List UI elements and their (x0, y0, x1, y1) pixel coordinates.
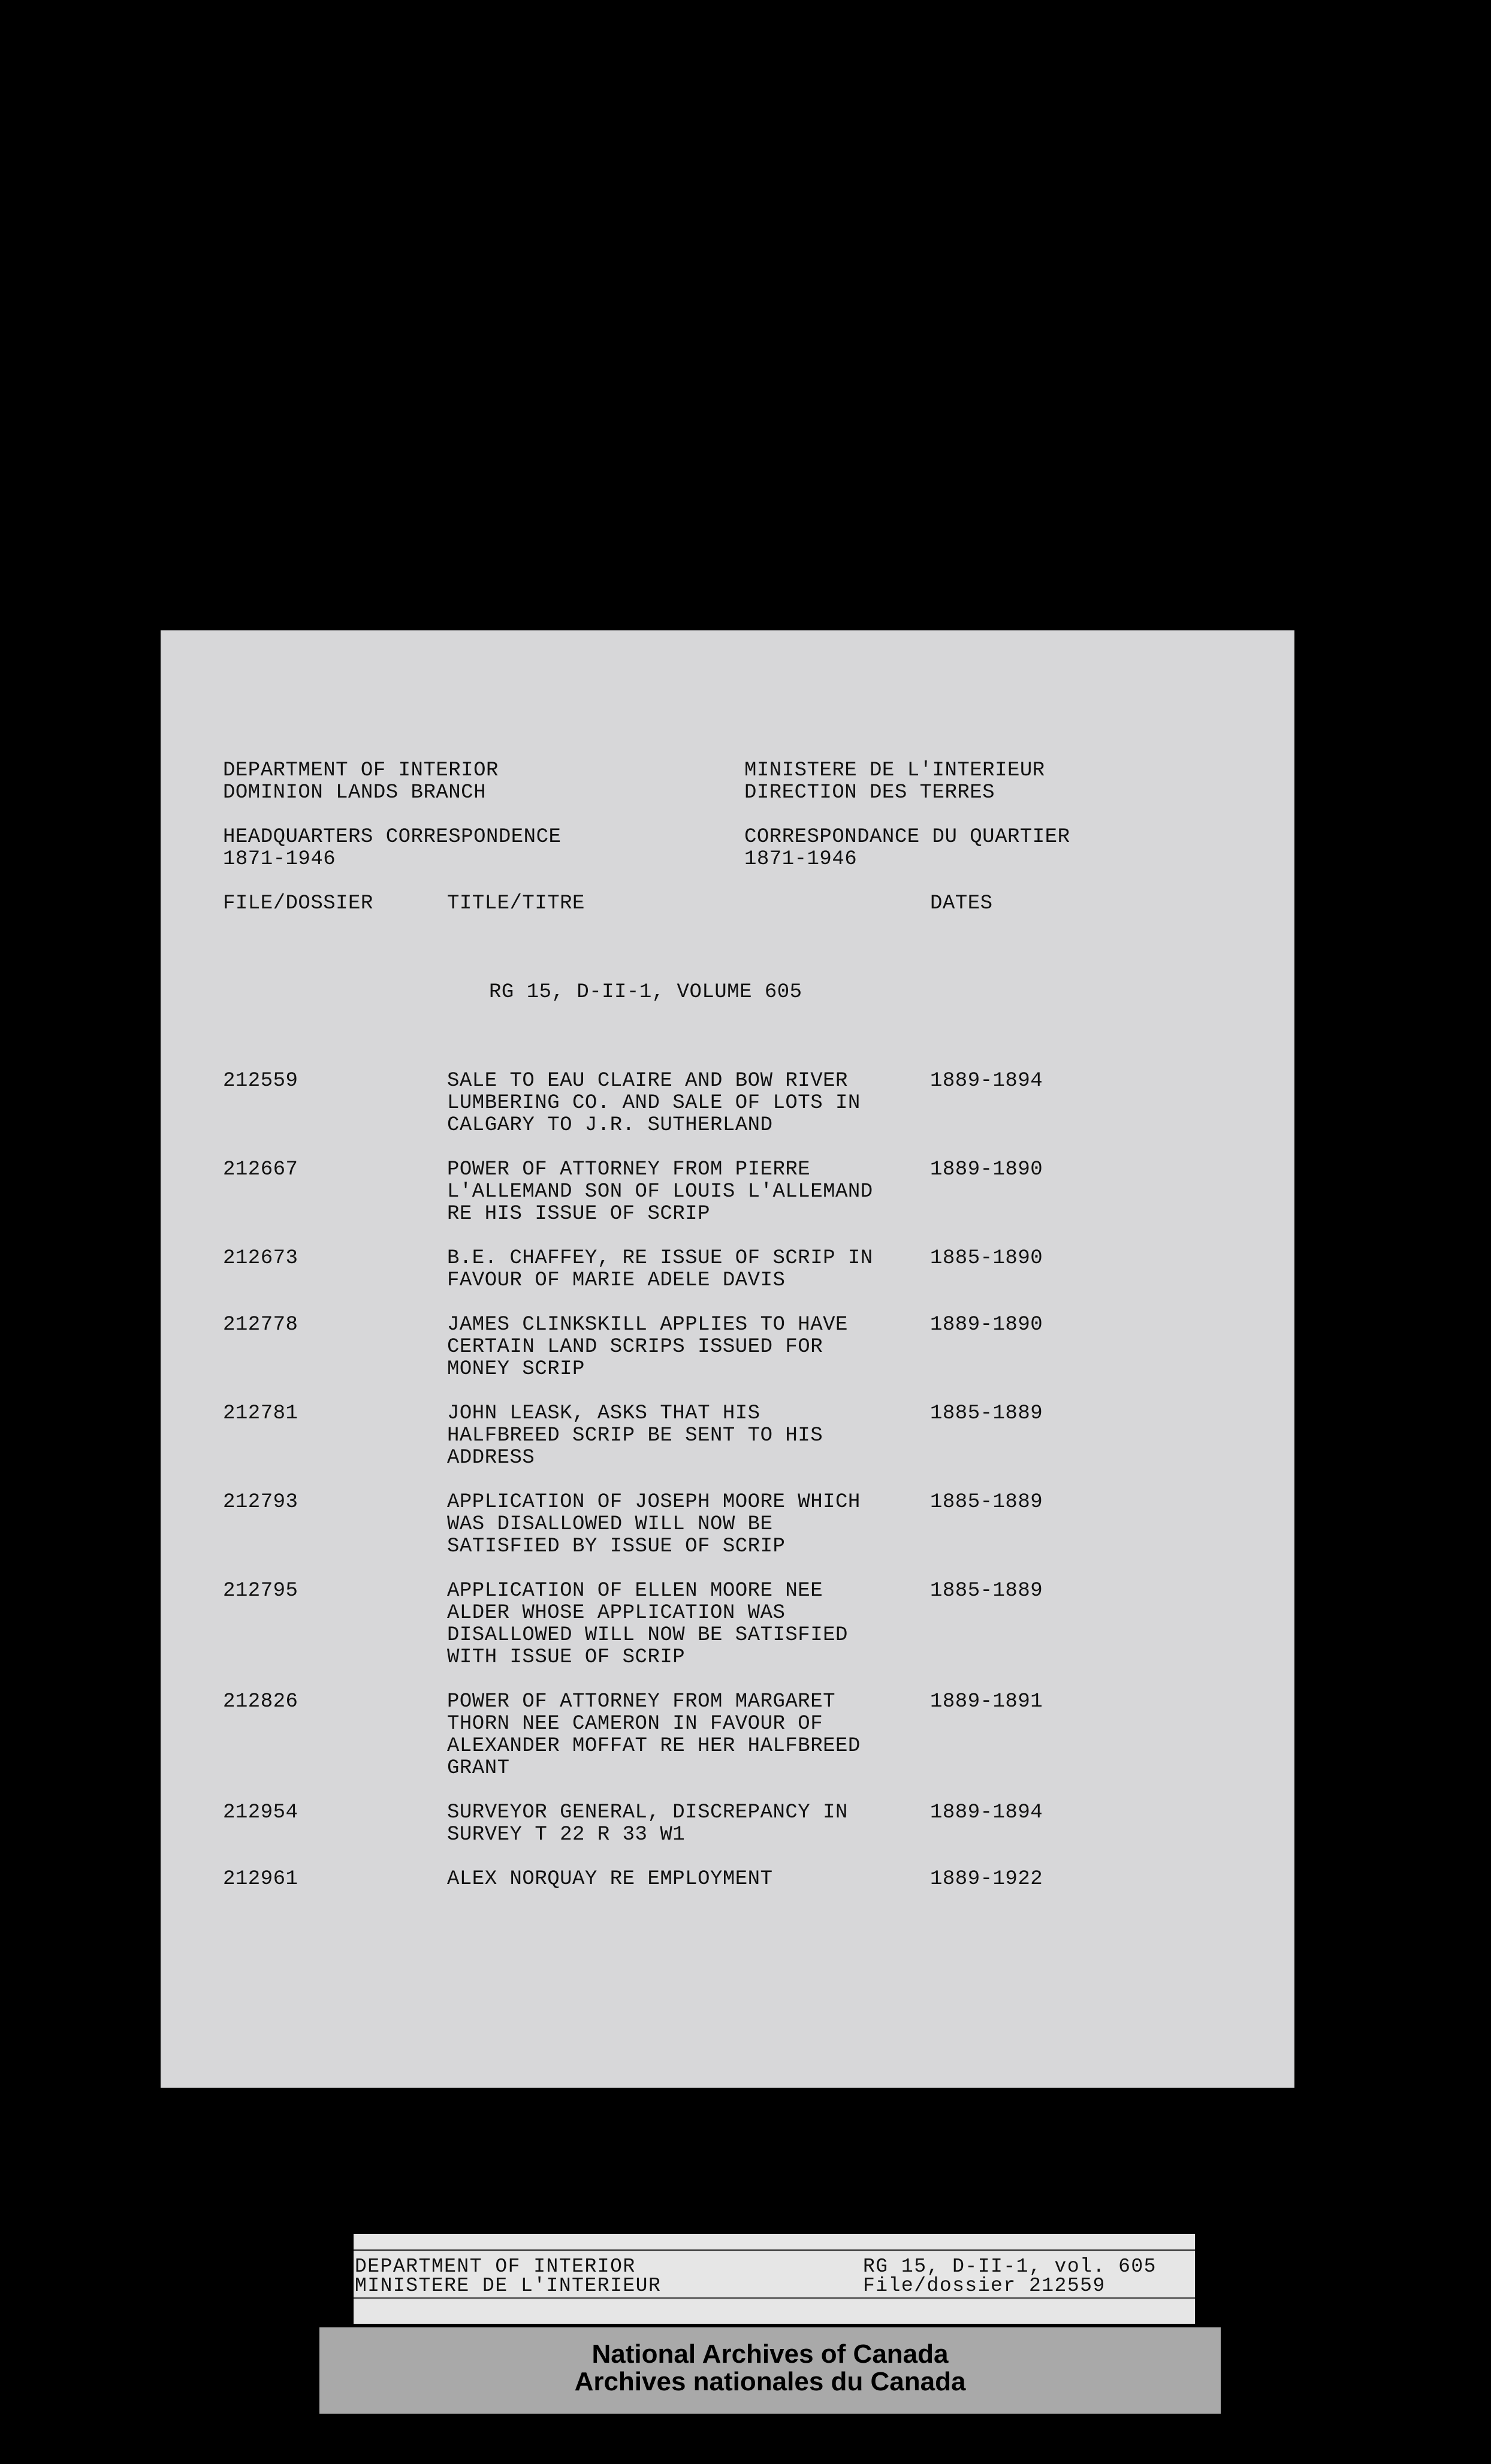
file-number: 212559 (223, 1070, 298, 1092)
entry-dates: 1889-1891 (930, 1690, 1043, 1713)
file-number: 212781 (223, 1402, 298, 1425)
entry-title: JOHN LEASK, ASKS THAT HIS HALFBREED SCRIP BE SENT TO HIS ADDRESS (447, 1402, 823, 1469)
file-marker-arrow (161, 1056, 205, 1097)
label-divider (354, 2249, 1195, 2251)
entry-title: JAMES CLINKSKILL APPLIES TO HAVE CERTAIN LAND SCRIPS ISSUED FOR MONEY SCRIP (447, 1313, 848, 1381)
entry-title: SALE TO EAU CLAIRE AND BOW RIVER LUMBERING CO. AND SALE OF LOTS IN CALGARY TO J.R. SUTHERLAND (447, 1070, 861, 1137)
entry-dates: 1889-1922 (930, 1868, 1043, 1891)
entry-title: SURVEYOR GENERAL, DISCREPANCY IN SURVEY T 22 R 33 W1 (447, 1801, 848, 1846)
entry-title: APPLICATION OF ELLEN MOORE NEE ALDER WHOSE APPLICATION WAS DISALLOWED WILL NOW BE SATISFIED WITH ISSUE OF SCRIP (447, 1580, 848, 1669)
entry-dates: 1889-1890 (930, 1313, 1043, 1336)
entry-dates: 1889-1894 (930, 1070, 1043, 1092)
entry-title: B.E. CHAFFEY, RE ISSUE OF SCRIP IN FAVOUR OF MARIE ADELE DAVIS (447, 1247, 873, 1292)
header-right-line3: CORRESPONDANCE DU QUARTIER (744, 826, 1070, 848)
entry-title: ALEX NORQUAY RE EMPLOYMENT (447, 1868, 773, 1891)
label-left-line1: DEPARTMENT OF INTERIOR (355, 2255, 636, 2278)
header-left-line3: HEADQUARTERS CORRESPONDENCE (223, 826, 562, 848)
entry-dates: 1889-1890 (930, 1158, 1043, 1181)
entry-dates: 1885-1889 (930, 1580, 1043, 1602)
file-number: 212667 (223, 1158, 298, 1181)
header-right-line4: 1871-1946 (744, 848, 858, 871)
archive-name-fr: Archives nationales du Canada (574, 2367, 966, 2396)
archive-banner (319, 2327, 1221, 2414)
label-left-line2: MINISTERE DE L'INTERIEUR (355, 2275, 662, 2297)
label-right-line1: RG 15, D-II-1, vol. 605 (863, 2255, 1157, 2278)
entry-title: POWER OF ATTORNEY FROM MARGARET THORN NEE CAMERON IN FAVOUR OF ALEXANDER MOFFAT RE HER HALFBREED GRANT (447, 1690, 861, 1780)
file-number: 212673 (223, 1247, 298, 1270)
file-number: 212795 (223, 1580, 298, 1602)
column-header-dates: DATES (930, 892, 993, 915)
header-right-line2: DIRECTION DES TERRES (744, 781, 995, 804)
entry-dates: 1889-1894 (930, 1801, 1043, 1824)
header-left-line2: DOMINION LANDS BRANCH (223, 781, 486, 804)
document-sheet (161, 630, 1294, 2088)
column-header-file: FILE/DOSSIER (223, 892, 373, 915)
file-label-card (354, 2234, 1195, 2324)
label-right-line2: File/dossier 212559 (863, 2275, 1106, 2297)
file-number: 212826 (223, 1690, 298, 1713)
volume-heading: RG 15, D-II-1, VOLUME 605 (489, 981, 802, 1004)
entry-title: POWER OF ATTORNEY FROM PIERRE L'ALLEMAND SON OF LOUIS L'ALLEMAND RE HIS ISSUE OF SCRIP (447, 1158, 873, 1225)
entry-dates: 1885-1889 (930, 1491, 1043, 1514)
file-number: 212954 (223, 1801, 298, 1824)
label-divider-lower (354, 2297, 1195, 2299)
header-left-line1: DEPARTMENT OF INTERIOR (223, 759, 499, 782)
entry-dates: 1885-1890 (930, 1247, 1043, 1270)
header-left-line4: 1871-1946 (223, 848, 336, 871)
archive-name-en: National Archives of Canada (591, 2339, 949, 2369)
file-number: 212793 (223, 1491, 298, 1514)
file-number: 212961 (223, 1868, 298, 1891)
entry-title: APPLICATION OF JOSEPH MOORE WHICH WAS DISALLOWED WILL NOW BE SATISFIED BY ISSUE OF SCRIP (447, 1491, 861, 1558)
column-header-title: TITLE/TITRE (447, 892, 585, 915)
entry-dates: 1885-1889 (930, 1402, 1043, 1425)
header-right-line1: MINISTERE DE L'INTERIEUR (744, 759, 1045, 782)
file-number: 212778 (223, 1313, 298, 1336)
